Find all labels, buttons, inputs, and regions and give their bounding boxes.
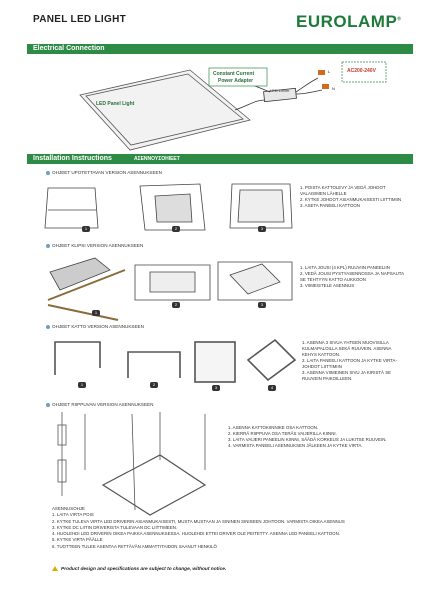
- note-item: 4. HUOLEHDI LED DRIVERIN OIKEA PAIKKA ASENNUKSESSA. HUOLEHDI ETTEI DRIVER OLE PEITETTY. ASENNA LED PANEELI KATTOON.: [52, 531, 340, 537]
- driver-label: LED Driver: [270, 88, 290, 93]
- note-item: 2. KYTKE TULEVA VIRTA LED DRIVERIN ASIANMUKAISESTI, MUSTA MUSTAAN JA SININEN SINISEEN JOHTOON. VARMISTA OIKEA ASENNUS: [52, 518, 345, 524]
- bullet-icon: [46, 325, 50, 329]
- note-item: 1. LAITA VIRTA POIS: [52, 512, 94, 518]
- method3-steps: 1. ASENNA 3 SIVUA YHTEEN MUOVISILLA KULMAPALOILLA SEKÄ RUUVEIN. ASENNA KEHYS KATTOON. 2. LAITA PANEELI KATTOON JA KYTKE VIRTA- JOHDOT LIITTIMIIN 3. ASENNA VIIMEINEN SIVU JA KIRISTÄ SE RUUVEIN PAIKOILLEEN.: [302, 340, 397, 381]
- note-item: 5. KYTKE VIRTA PÄÄLLE: [52, 537, 103, 543]
- step-badge: 2: [150, 382, 158, 388]
- installation-section-subtitle: ΑΣΕΝΝΟΥΣΟΗΙΕΕΤ: [133, 156, 180, 162]
- step-badge: 4: [268, 385, 276, 391]
- method3-drawings: [55, 340, 295, 382]
- method1-drawings: [45, 184, 292, 230]
- footer-disclaimer: Product design and specifications are subject to change, without notice.: [52, 566, 226, 572]
- method2-drawings: [48, 258, 292, 320]
- installation-section-title: Installation Instructions: [33, 155, 112, 162]
- step-badge: 1: [82, 226, 90, 232]
- method4-heading: OHJEET RIIPPUVAN VERSION ASENNUKSEEN: [46, 402, 153, 407]
- method4-drawings: [58, 412, 205, 515]
- method1-heading: OHJEET UPOTETTAVAN VERSION ASENNUKSEEN: [46, 170, 162, 175]
- step-badge: 1: [78, 382, 86, 388]
- voltage-label: AC200-240V: [347, 68, 376, 74]
- method2-heading: OHJEET KLIPSI VERSION ASENNUKSEEN: [46, 243, 143, 248]
- step-badge: 2: [172, 302, 180, 308]
- step-badge: 1: [92, 310, 100, 316]
- method2-steps: 1. LAITA JOUSI (4 KPL) RUUVIIN PANEELIIN 2. VEDÄ JOUSI PYSTYASENNOSSA JA NAPSAUTA SE TEHTYYN KATTO AUKKOON 3. VIIMEISTELE ASENNUS: [300, 265, 405, 288]
- document-title: PANEL LED LIGHT: [33, 14, 127, 25]
- step-badge: 3: [258, 302, 266, 308]
- bullet-icon: [46, 171, 50, 175]
- note-item: 6. TUOTTEEN TULEE ASENTAA RIITTÄVÄN AMMATTITAIDON SAANUT HENKILÖ: [52, 543, 217, 549]
- installation-notes: [52, 506, 345, 550]
- electrical-section-title: Electrical Connection: [33, 45, 105, 52]
- panel-label: LED Panel Light: [96, 101, 135, 107]
- adapter-label-line2: Power Adapter: [218, 78, 254, 84]
- step-badge: 2: [172, 226, 180, 232]
- notes-title: ASENNUSOHJE: [52, 506, 85, 511]
- method4-steps: 1. ASENNA KATTOKIINNIKE OSA KATTOON. 2. KIERRÄ RIIPPUVA OSA TERÄS VAIJERILLA KIINNI. 3. LAITA VAIJERI PANEELIN KIINNI, SÄÄDÄ KORKEUS JA LUKITSE RUUVEIN. 4. VARMISTA PANEELI ASENNUKSEN JÄLKEEN JA KYTKE VIRTA.: [228, 425, 387, 448]
- step-badge: 3: [212, 385, 220, 391]
- method3-heading: OHJEET KATTO VERSION ASENNUKSEEN: [46, 324, 144, 329]
- warning-icon: [52, 566, 58, 571]
- bullet-icon: [46, 244, 50, 248]
- method1-steps: 1. POISTA KATTOLEVY JA VEDÄ JOHDOT VALAISIMEN LÄHELLE 2. KYTKE JOHDOT ASIANMUKAISESTI LIITTIMIIN 3. ASETA PANEELI KATTOON: [300, 185, 402, 208]
- adapter-label-line1: Constant Current: [213, 71, 255, 77]
- neutral-label: N: [332, 86, 335, 91]
- brand-name: EUROLAMP: [296, 12, 398, 31]
- step-badge: 3: [258, 226, 266, 232]
- live-label: L: [328, 69, 331, 74]
- note-item: 3. KYTKE DC LIITIN DRIVERISTA TULEVAAN DC LIITTIMEEN.: [52, 524, 178, 530]
- brand-mark: ®: [397, 16, 402, 23]
- bullet-icon: [46, 403, 50, 407]
